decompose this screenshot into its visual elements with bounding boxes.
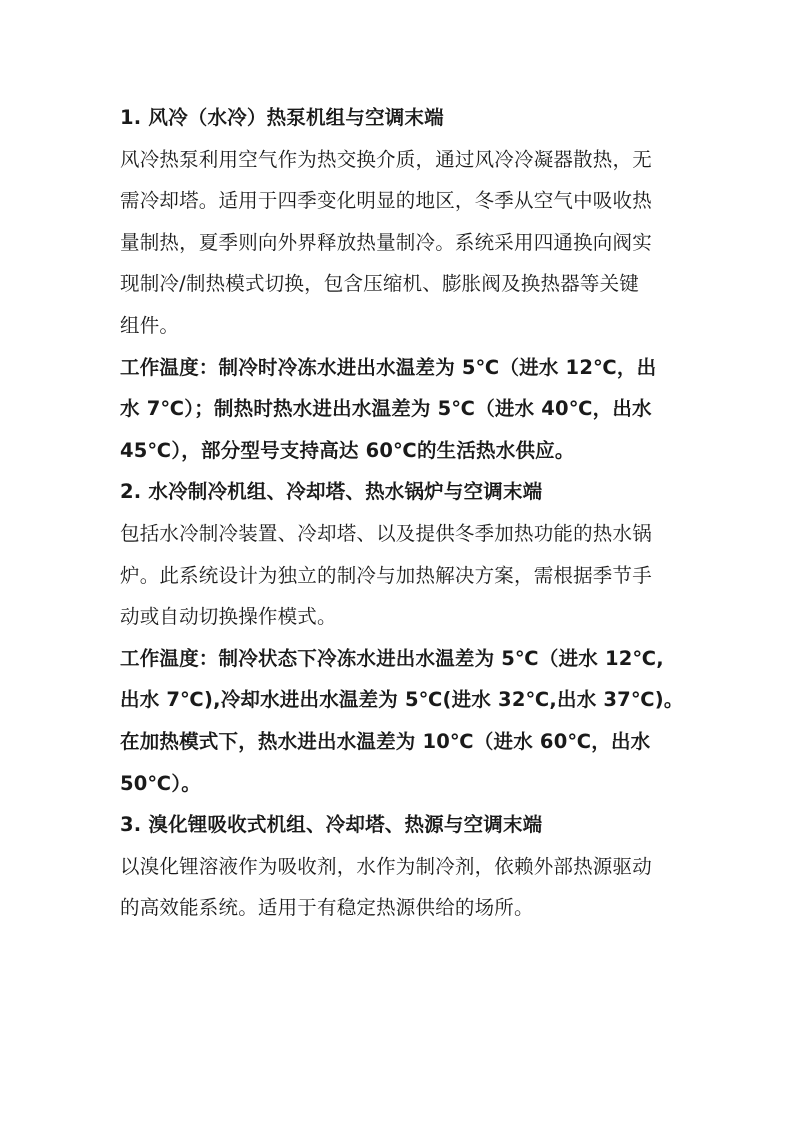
section-2-working-temperature <box>120 645 684 811</box>
section-1-heading: 1. 风冷（水冷）热泵机组与空调末端 <box>120 106 444 129</box>
paragraph-line: 动或自动切换操作模式。 <box>120 605 337 629</box>
temperature-line: 50℃）。 <box>120 771 201 795</box>
paragraph-line: 炉。此系统设计为独立的制冷与加热解决方案，需根据季节手 <box>120 563 652 587</box>
paragraph-line: 包括水冷制冷装置、冷却塔、以及提供冬季加热功能的热水锅 <box>120 521 652 545</box>
paragraph-line: 现制冷/制热模式切换，包含压缩机、膨胀阀及换热器等关键 <box>120 272 639 296</box>
paragraph-line: 以溴化锂溶液作为吸收剂，水作为制冷剂，依赖外部热源驱动 <box>120 854 652 878</box>
section-2-paragraph <box>120 520 680 645</box>
section-2-heading: 2. 水冷制冷机组、冷却塔、热水锅炉与空调末端 <box>120 480 543 504</box>
section-1-paragraph <box>120 146 680 354</box>
temperature-line: 45℃），部分型号支持高达 60℃的生活热水供应。 <box>120 438 575 462</box>
section-3-heading: 3. 溴化锂吸收式机组、冷却塔、热源与空调末端 <box>120 813 543 837</box>
section-1-working-temperature <box>120 354 680 479</box>
temperature-line: 水 7℃）；制热时热水进出水温差为 5℃（进水 40℃，出水 <box>120 397 652 421</box>
temperature-line: 工作温度：制冷状态下冷冻水进出水温差为 5℃（进水 12℃, <box>120 646 664 670</box>
temperature-line: 出水 7℃),冷却水进出水温差为 5℃(进水 32℃,出水 37℃)。 <box>120 688 684 712</box>
document-page <box>120 104 684 936</box>
paragraph-line: 的高效能系统。适用于有稳定热源供给的场所。 <box>120 896 534 920</box>
paragraph-line: 风冷热泵利用空气作为热交换介质，通过风冷冷凝器散热，无 <box>120 147 652 171</box>
temperature-line: 工作温度：制冷时冷冻水进出水温差为 5℃（进水 12℃，出 <box>120 355 657 379</box>
section-3-paragraph <box>120 853 680 936</box>
paragraph-line: 量制热，夏季则向外界释放热量制冷。系统采用四通换向阀实 <box>120 230 652 254</box>
paragraph-line: 需冷却塔。适用于四季变化明显的地区，冬季从空气中吸收热 <box>120 189 652 213</box>
paragraph-line: 组件。 <box>120 313 180 337</box>
temperature-line: 在加热模式下，热水进出水温差为 10℃（进水 60℃，出水 <box>120 729 651 753</box>
